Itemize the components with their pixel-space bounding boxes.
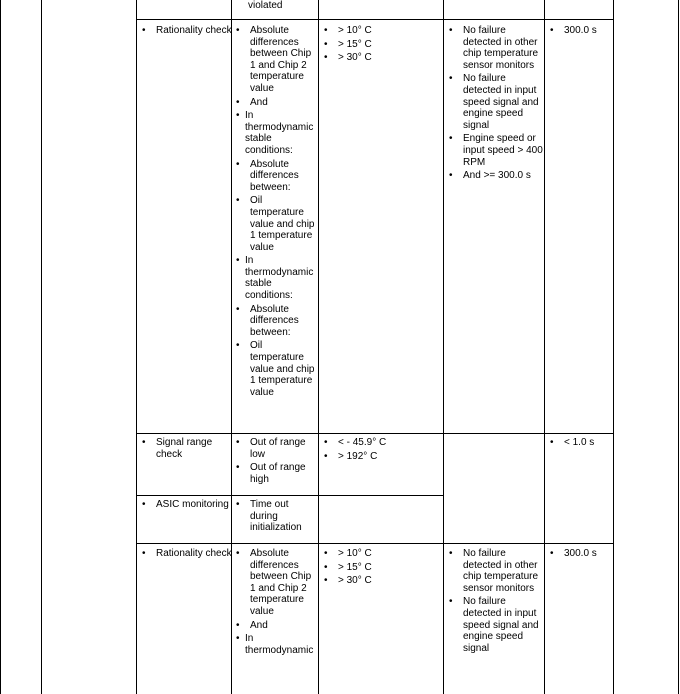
method-cell [140, 548, 234, 562]
method-cell [140, 499, 234, 513]
time-cell [548, 548, 612, 562]
condition-item: • Absolute differences between Chip 1 and Chip 2 temperature value [234, 548, 318, 618]
conditions-cell [234, 437, 318, 487]
condition-item: • Absolute differences between Chip 1 and Chip 2 temperature value [234, 25, 318, 95]
thresholds-cell [322, 548, 442, 589]
method-label: • Signal range check [140, 437, 234, 460]
time-item: • < 1.0 s [548, 437, 612, 449]
condition-item-inline: • In thermodynamic stable conditions: [236, 255, 314, 302]
table-border-right [678, 0, 679, 694]
condition-item: • Absolute differences between: [234, 159, 318, 194]
condition-item: • And [234, 620, 318, 632]
column-divider [136, 0, 137, 694]
threshold-item: • < - 45.9° C [322, 437, 442, 449]
method-label: • Rationality check [140, 548, 234, 560]
enable-conditions-cell [447, 548, 543, 656]
threshold-item: • > 192° C [322, 451, 442, 463]
row-divider [136, 19, 613, 20]
threshold-item: • > 15° C [322, 39, 442, 51]
column-divider [231, 0, 232, 694]
enable-item: • Engine speed or input speed > 400 RPM [447, 133, 543, 168]
threshold-item: • > 10° C [322, 548, 442, 560]
condition-item: • Time out during initialization [234, 499, 318, 534]
top-fragment-text: violated [248, 0, 283, 11]
enable-item: • No failure detected in other chip temperature sensor monitors [447, 25, 543, 71]
threshold-item: • > 30° C [322, 575, 442, 587]
threshold-item: • > 15° C [322, 562, 442, 574]
condition-item: • Oil temperature value and chip 1 temperature value [234, 340, 318, 398]
method-label: • ASIC monitoring [140, 499, 234, 511]
enable-item: • And >= 300.0 s [447, 170, 543, 182]
method-cell [140, 437, 234, 462]
time-item: • 300.0 s [548, 548, 612, 560]
row-divider [136, 543, 613, 544]
conditions-cell [234, 548, 318, 656]
enable-item: • No failure detected in other chip temperature sensor monitors [447, 548, 543, 594]
condition-item: • Out of range high [234, 462, 318, 485]
enable-item: • No failure detected in input speed signal and engine speed signal [447, 73, 543, 131]
condition-item: • Out of range low [234, 437, 318, 460]
condition-item: • Absolute differences between: [234, 304, 318, 339]
table-border-left [0, 0, 1, 694]
method-label: • Rationality check [140, 25, 234, 37]
threshold-item: • > 10° C [322, 25, 442, 37]
enable-item: • No failure detected in input speed signal and engine speed signal [447, 596, 543, 654]
enable-conditions-cell [447, 25, 543, 184]
column-divider [318, 0, 319, 694]
column-divider [613, 0, 614, 694]
condition-item: • And [234, 97, 318, 109]
conditions-cell [234, 499, 318, 536]
condition-item-inline: • In thermodynamic [236, 633, 314, 656]
top-fragment-cell [232, 0, 318, 12]
condition-text: In thermodynamic stable conditions: [245, 255, 314, 302]
column-divider [443, 0, 444, 694]
condition-text: In thermodynamic stable conditions: [245, 110, 314, 156]
time-item: • 300.0 s [548, 25, 612, 37]
condition-item: • Oil temperature value and chip 1 temperature value [234, 195, 318, 253]
thresholds-cell [322, 437, 442, 464]
condition-text: In thermodynamic [245, 633, 314, 656]
row-divider [136, 495, 443, 496]
method-cell [140, 25, 234, 39]
time-cell [548, 25, 612, 39]
thresholds-cell [322, 25, 442, 66]
threshold-item: • > 30° C [322, 52, 442, 64]
condition-item-inline: • In thermodynamic stable conditions: [236, 110, 314, 156]
conditions-cell [234, 25, 318, 400]
column-divider [41, 0, 42, 694]
column-divider [544, 0, 545, 694]
row-divider [136, 433, 613, 434]
time-cell [548, 437, 612, 451]
